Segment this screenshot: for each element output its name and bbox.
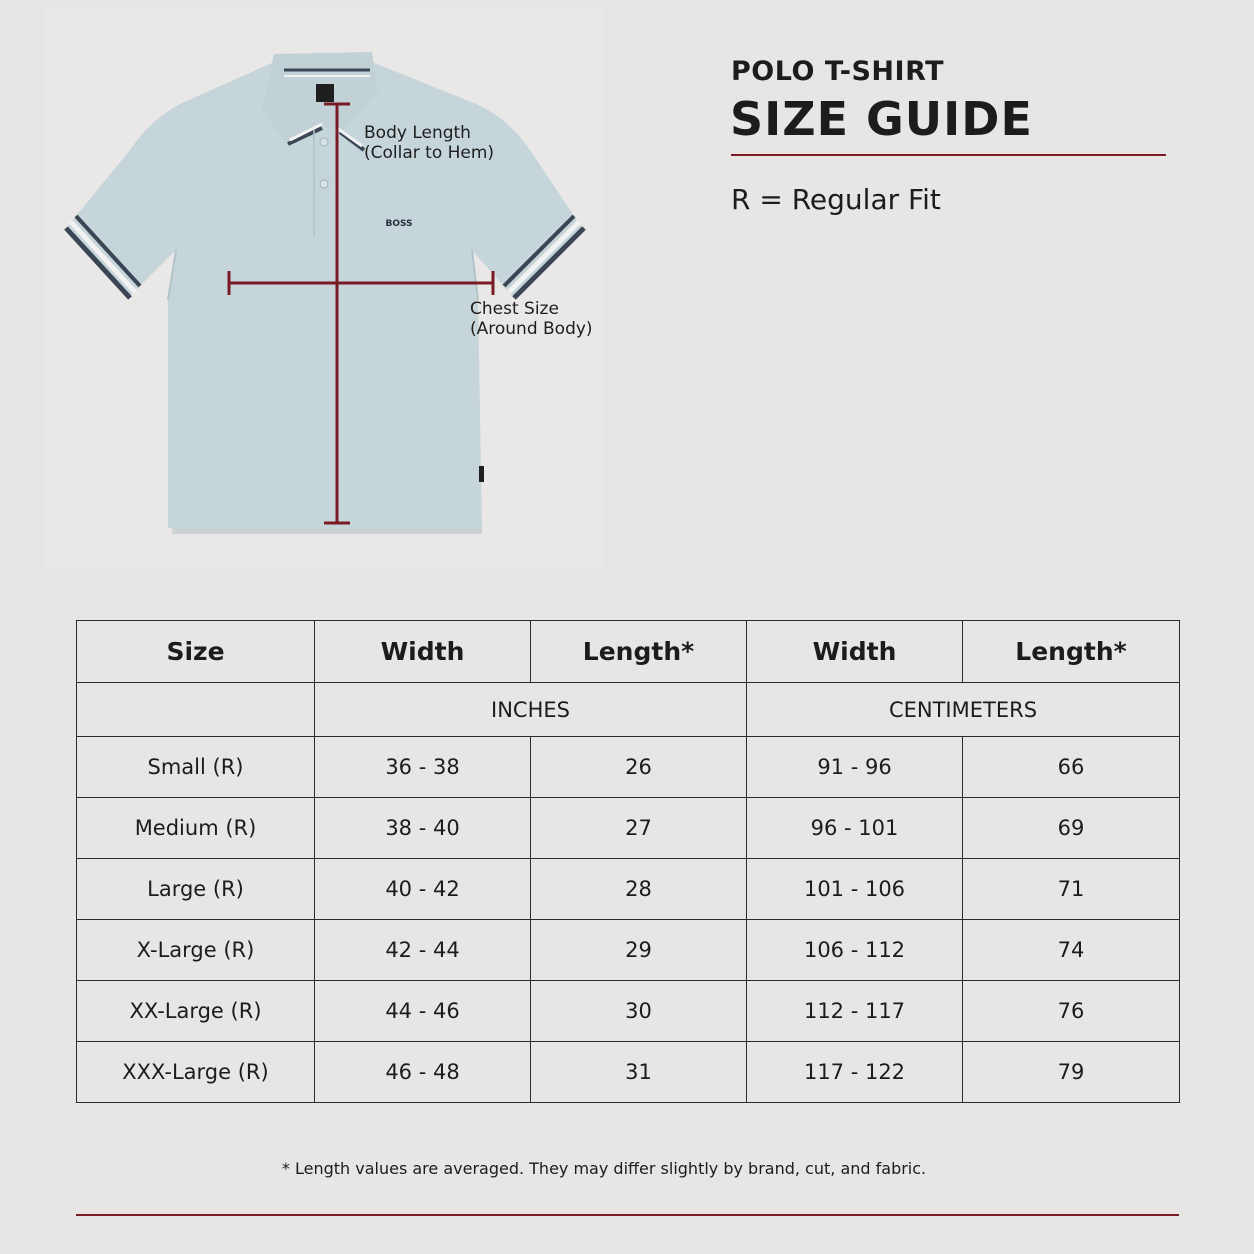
width-cm-cell: 112 - 117 xyxy=(747,981,963,1042)
product-kicker: POLO T-SHIRT xyxy=(731,56,945,87)
column-header-width-cm: Width xyxy=(747,621,963,683)
length-cm-cell: 76 xyxy=(963,981,1180,1042)
body-length-label: Body Length xyxy=(364,123,471,143)
table-row xyxy=(77,737,1180,798)
column-header-width-in: Width xyxy=(315,621,531,683)
fit-legend: R = Regular Fit xyxy=(731,183,941,216)
length-in-cell: 29 xyxy=(531,920,747,981)
table-row xyxy=(77,981,1180,1042)
size-cell: Large (R) xyxy=(77,859,315,920)
length-in-cell: 28 xyxy=(531,859,747,920)
chest-size-annotation xyxy=(470,299,593,339)
size-cell: Medium (R) xyxy=(77,798,315,859)
unit-cell-inches: INCHES xyxy=(315,683,747,737)
length-cm-cell: 71 xyxy=(963,859,1180,920)
table-row xyxy=(77,1042,1180,1103)
width-in-cell: 42 - 44 xyxy=(315,920,531,981)
length-in-cell: 26 xyxy=(531,737,747,798)
body-length-annotation xyxy=(364,123,494,163)
table-header-row xyxy=(77,621,1180,683)
chest-size-sublabel: (Around Body) xyxy=(470,319,593,339)
shirt-logo-text: BOSS xyxy=(385,219,413,229)
column-header-length-cm: Length* xyxy=(963,621,1180,683)
column-header-length-in: Length* xyxy=(531,621,747,683)
width-in-cell: 40 - 42 xyxy=(315,859,531,920)
polo-shirt-illustration xyxy=(0,0,620,580)
size-cell: XXX-Large (R) xyxy=(77,1042,315,1103)
width-in-cell: 38 - 40 xyxy=(315,798,531,859)
table-row xyxy=(77,920,1180,981)
width-cm-cell: 117 - 122 xyxy=(747,1042,963,1103)
length-cm-cell: 74 xyxy=(963,920,1180,981)
length-cm-cell: 66 xyxy=(963,737,1180,798)
column-header-size: Size xyxy=(77,621,315,683)
length-in-cell: 27 xyxy=(531,798,747,859)
size-cell: X-Large (R) xyxy=(77,920,315,981)
table-row xyxy=(77,859,1180,920)
width-in-cell: 36 - 38 xyxy=(315,737,531,798)
width-cm-cell: 91 - 96 xyxy=(747,737,963,798)
width-cm-cell: 96 - 101 xyxy=(747,798,963,859)
table-row xyxy=(77,798,1180,859)
length-in-cell: 31 xyxy=(531,1042,747,1103)
unit-cell-empty xyxy=(77,683,315,737)
body-length-sublabel: (Collar to Hem) xyxy=(364,143,495,163)
chest-size-label: Chest Size xyxy=(470,299,559,319)
width-cm-cell: 101 - 106 xyxy=(747,859,963,920)
bottom-divider xyxy=(76,1214,1179,1216)
width-cm-cell: 106 - 112 xyxy=(747,920,963,981)
size-cell: Small (R) xyxy=(77,737,315,798)
table-unit-row xyxy=(77,683,1180,737)
title-divider xyxy=(731,154,1166,156)
size-cell: XX-Large (R) xyxy=(77,981,315,1042)
unit-cell-centimeters: CENTIMETERS xyxy=(747,683,1180,737)
length-footnote: * Length values are averaged. They may differ slightly by brand, cut, and fabric. xyxy=(281,1159,927,1178)
size-table xyxy=(76,620,1180,1103)
length-in-cell: 30 xyxy=(531,981,747,1042)
length-cm-cell: 69 xyxy=(963,798,1180,859)
length-cm-cell: 79 xyxy=(963,1042,1180,1103)
page-title: SIZE GUIDE xyxy=(730,92,1033,146)
width-in-cell: 44 - 46 xyxy=(315,981,531,1042)
width-in-cell: 46 - 48 xyxy=(315,1042,531,1103)
